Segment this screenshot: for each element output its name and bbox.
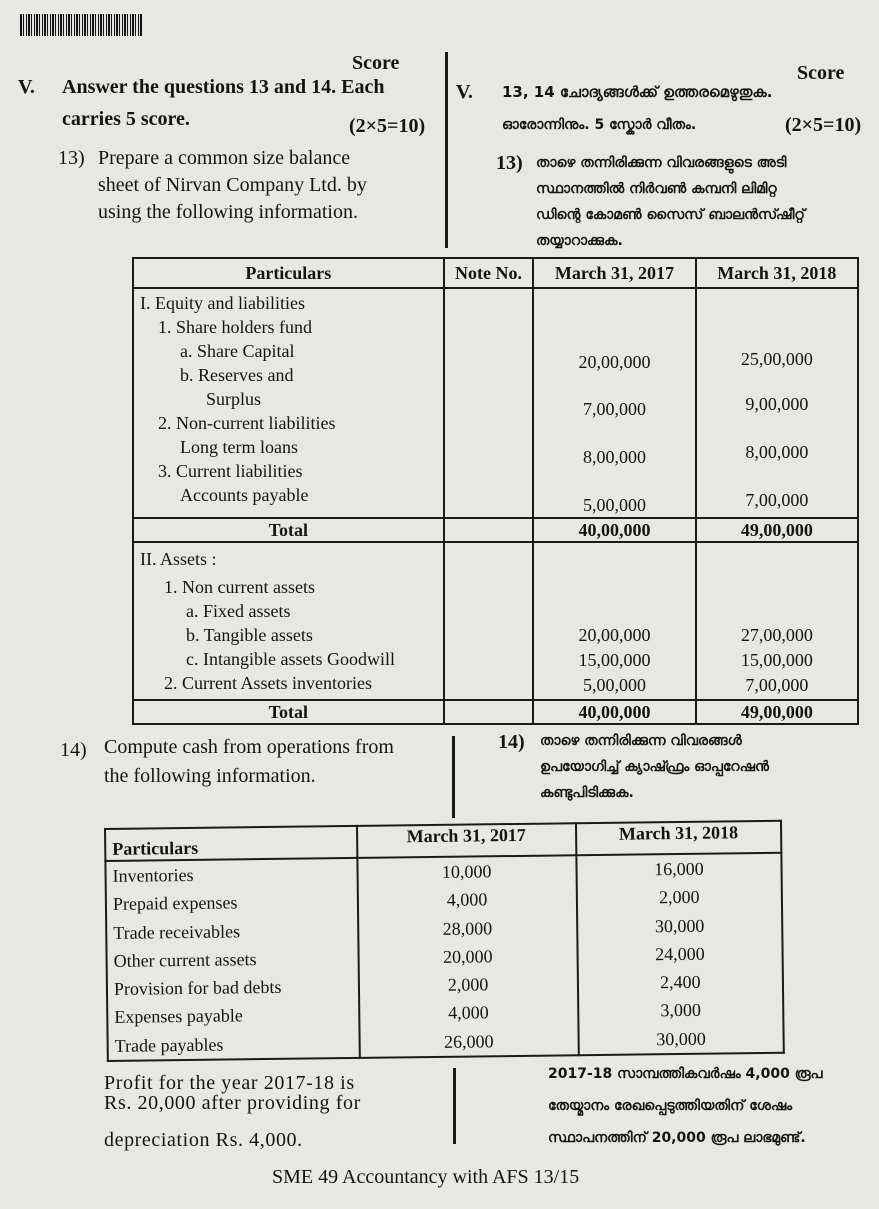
total-liabilities-2018: 49,00,000	[696, 518, 858, 542]
table-cell: Trade payables	[114, 1034, 224, 1056]
q13-ml-line: ഡിന്റെ കോമൺ സൈസ് ബാലൻസ്ഷീറ്റ്	[536, 207, 805, 223]
table-line: Surplus	[206, 389, 262, 409]
table-line: 1. Share holders fund	[158, 317, 312, 337]
profit-line: depreciation Rs. 4,000.	[104, 1129, 303, 1151]
table-line: I. Equity and liabilities	[140, 293, 305, 313]
table-cell: 2,400	[659, 971, 701, 993]
profit-line: Profit for the year 2017-18 is	[104, 1072, 355, 1094]
q13-line: using the following information.	[98, 201, 358, 223]
table-cell: 5,00,000	[582, 495, 646, 515]
table-cell: 2,000	[447, 974, 489, 995]
header-2018: March 31, 2018	[696, 258, 858, 288]
equity-2017-values	[533, 288, 695, 518]
profit-line: Rs. 20,000 after providing for	[104, 1092, 361, 1114]
q14-ml-line: താഴെ തന്നിരിക്കുന്ന വിവരങ്ങൾ	[540, 733, 742, 749]
header-particulars: Particulars	[133, 258, 444, 288]
table-cell: 20,00,000	[578, 625, 651, 645]
q13-line: sheet of Nirvan Company Ltd. by	[98, 174, 367, 196]
q13-text-en	[98, 145, 438, 226]
table-cell: 5,00,000	[582, 675, 646, 695]
table-cell: 24,000	[655, 943, 705, 965]
profit-ml-line: 2017-18 സാമ്പത്തികവർഷം 4,000 രൂപ	[548, 1066, 823, 1082]
column-divider-middle	[452, 736, 455, 818]
table-cell: 9,00,000	[745, 394, 809, 414]
table-cell: Prepaid expenses	[112, 892, 238, 915]
q14-text-ml	[540, 728, 860, 806]
table-cell: 27,00,000	[740, 625, 813, 645]
q13-ml-line: സ്ഥാനത്തിൽ നിർവൺ കമ്പനി ലിമിറ്റ	[536, 181, 777, 197]
header-2017: March 31, 2017	[533, 258, 695, 288]
table-cell: 8,00,000	[745, 442, 809, 462]
asset-note-no	[444, 542, 534, 700]
table-cell: Provision for bad debts	[113, 977, 282, 1000]
page-footer: SME 49 Accountancy with AFS 13/15	[272, 1166, 580, 1188]
right-score-label: Score	[797, 62, 845, 84]
table-cell: Other current assets	[113, 949, 257, 971]
right-instruction: 13, 14 ചോദ്യങ്ങൾക്ക് ഉത്തരമെഴുതുക.	[502, 83, 773, 101]
table-cell: 20,00,000	[578, 352, 651, 372]
right-marks: (2×5=10)	[785, 114, 862, 136]
table-cell: 25,00,000	[740, 349, 813, 369]
table-line: 3. Current liabilities	[158, 461, 303, 481]
left-score-label: Score	[352, 52, 400, 74]
table-line: II. Assets :	[140, 549, 217, 569]
equity-2018-values	[696, 288, 858, 518]
q14-number-en: 14)	[60, 739, 87, 761]
profit-ml-line: തേയ്മാനം രേഖപ്പെടുത്തിയതിന് ശേഷം	[548, 1098, 793, 1114]
table-cell: 15,00,000	[578, 650, 651, 670]
table-cell: 16,000	[654, 858, 704, 880]
table-line: a. Fixed assets	[186, 601, 291, 621]
table-cell: 20,000	[442, 946, 493, 967]
total-note	[444, 700, 534, 724]
table-cell: Expenses payable	[114, 1005, 243, 1028]
equity-particulars	[133, 288, 444, 518]
table-cell: 7,00,000	[745, 490, 809, 510]
table-cell: 3,000	[660, 1000, 702, 1021]
table-cell: 30,000	[656, 1028, 706, 1050]
profit-ml-line: സ്ഥാപനത്തിന് 20,000 രൂപ ലാഭമുണ്ട്.	[548, 1130, 806, 1146]
header-note-no: Note No.	[444, 258, 534, 288]
total-label: Total	[133, 700, 444, 724]
q14-line: Compute cash from operations from	[104, 736, 394, 758]
table-header-row	[133, 258, 858, 288]
table-line: c. Intangible assets Goodwill	[186, 649, 395, 669]
q14-line: the following information.	[104, 765, 316, 787]
column-divider-bottom	[453, 1068, 456, 1144]
total-assets-2017: 40,00,000	[533, 700, 695, 724]
table-cell: 30,000	[654, 915, 705, 936]
equity-liabilities-row	[133, 288, 858, 518]
table-cell: 15,00,000	[740, 650, 813, 670]
total-note	[444, 518, 534, 542]
left-instruction: Answer the questions 13 and 14. Each	[62, 76, 385, 98]
table-cell: Inventories	[112, 864, 194, 886]
q13-text-ml	[536, 150, 856, 254]
q14-ml-line: കണ്ടുപിടിക്കുക.	[540, 785, 634, 801]
balance-sheet-table	[132, 257, 859, 725]
profit-note-ml	[548, 1058, 868, 1154]
header-particulars: Particulars	[105, 826, 357, 861]
q14-text-en	[104, 734, 434, 790]
left-section-number: V.	[18, 76, 35, 98]
table-line: b. Reserves and	[180, 365, 294, 385]
right-instruction-2: ഓരോന്നിനും. 5 സ്കോർ വീതം.	[502, 117, 697, 133]
total-label: Total	[133, 518, 444, 542]
values-2018-column	[576, 853, 784, 1056]
table-line: b. Tangible assets	[186, 625, 313, 645]
table-cell: Trade receivables	[113, 920, 241, 943]
profit-note-en	[104, 1073, 444, 1154]
barcode	[20, 14, 142, 36]
table-line: Accounts payable	[180, 485, 309, 505]
q13-ml-line: തയ്യാറാക്കുക.	[536, 233, 623, 249]
table-cell: 8,00,000	[582, 447, 646, 467]
right-section-number: V.	[456, 81, 473, 103]
q13-number-en: 13)	[58, 147, 85, 169]
table-cell: 2,000	[658, 887, 700, 908]
asset-2018-values	[696, 542, 858, 700]
asset-particulars	[133, 542, 444, 700]
q14-number-ml: 14)	[498, 731, 525, 753]
left-instruction-2: carries 5 score.	[62, 108, 190, 130]
total-row-assets	[133, 700, 858, 724]
equity-note-no	[444, 288, 534, 518]
q13-ml-line: താഴെ തന്നിരിക്കുന്ന വിവരങ്ങളുടെ അടി	[536, 155, 787, 171]
table-line: 1. Non current assets	[164, 577, 315, 597]
table-line: Long term loans	[180, 437, 298, 457]
assets-row	[133, 542, 858, 700]
q13-line: Prepare a common size balance	[98, 147, 351, 169]
left-marks: (2×5=10)	[349, 115, 426, 137]
table-cell: 10,000	[441, 861, 492, 882]
values-2017-column	[357, 855, 579, 1058]
particulars-column	[105, 858, 359, 1061]
table-cell: 7,00,000	[582, 399, 646, 419]
table-line: a. Share Capital	[180, 341, 295, 361]
table-line: 2. Non-current liabilities	[158, 413, 336, 433]
table-line: 2. Current Assets inventories	[164, 673, 372, 693]
table-cell: 26,000	[443, 1031, 494, 1052]
total-assets-2018: 49,00,000	[696, 700, 858, 724]
q13-number-ml: 13)	[496, 152, 523, 174]
table-cell: 7,00,000	[745, 675, 809, 695]
table-cell: 28,000	[442, 917, 493, 939]
q14-ml-line: ഉപയോഗിച്ച് ക്യാഷ്ഫ്രം ഓപ്പറേഷൻ	[540, 759, 769, 775]
header-2017: March 31, 2017	[357, 823, 577, 858]
table-cell: 4,000	[448, 1002, 489, 1024]
column-divider-top	[445, 52, 448, 248]
cash-operations-table	[104, 820, 785, 1062]
total-row-liabilities	[133, 518, 858, 542]
total-liabilities-2017: 40,00,000	[533, 518, 695, 542]
table-body-row	[105, 853, 783, 1061]
table-cell: 4,000	[446, 889, 488, 911]
asset-2017-values	[533, 542, 695, 700]
header-2018: March 31, 2018	[576, 821, 782, 856]
